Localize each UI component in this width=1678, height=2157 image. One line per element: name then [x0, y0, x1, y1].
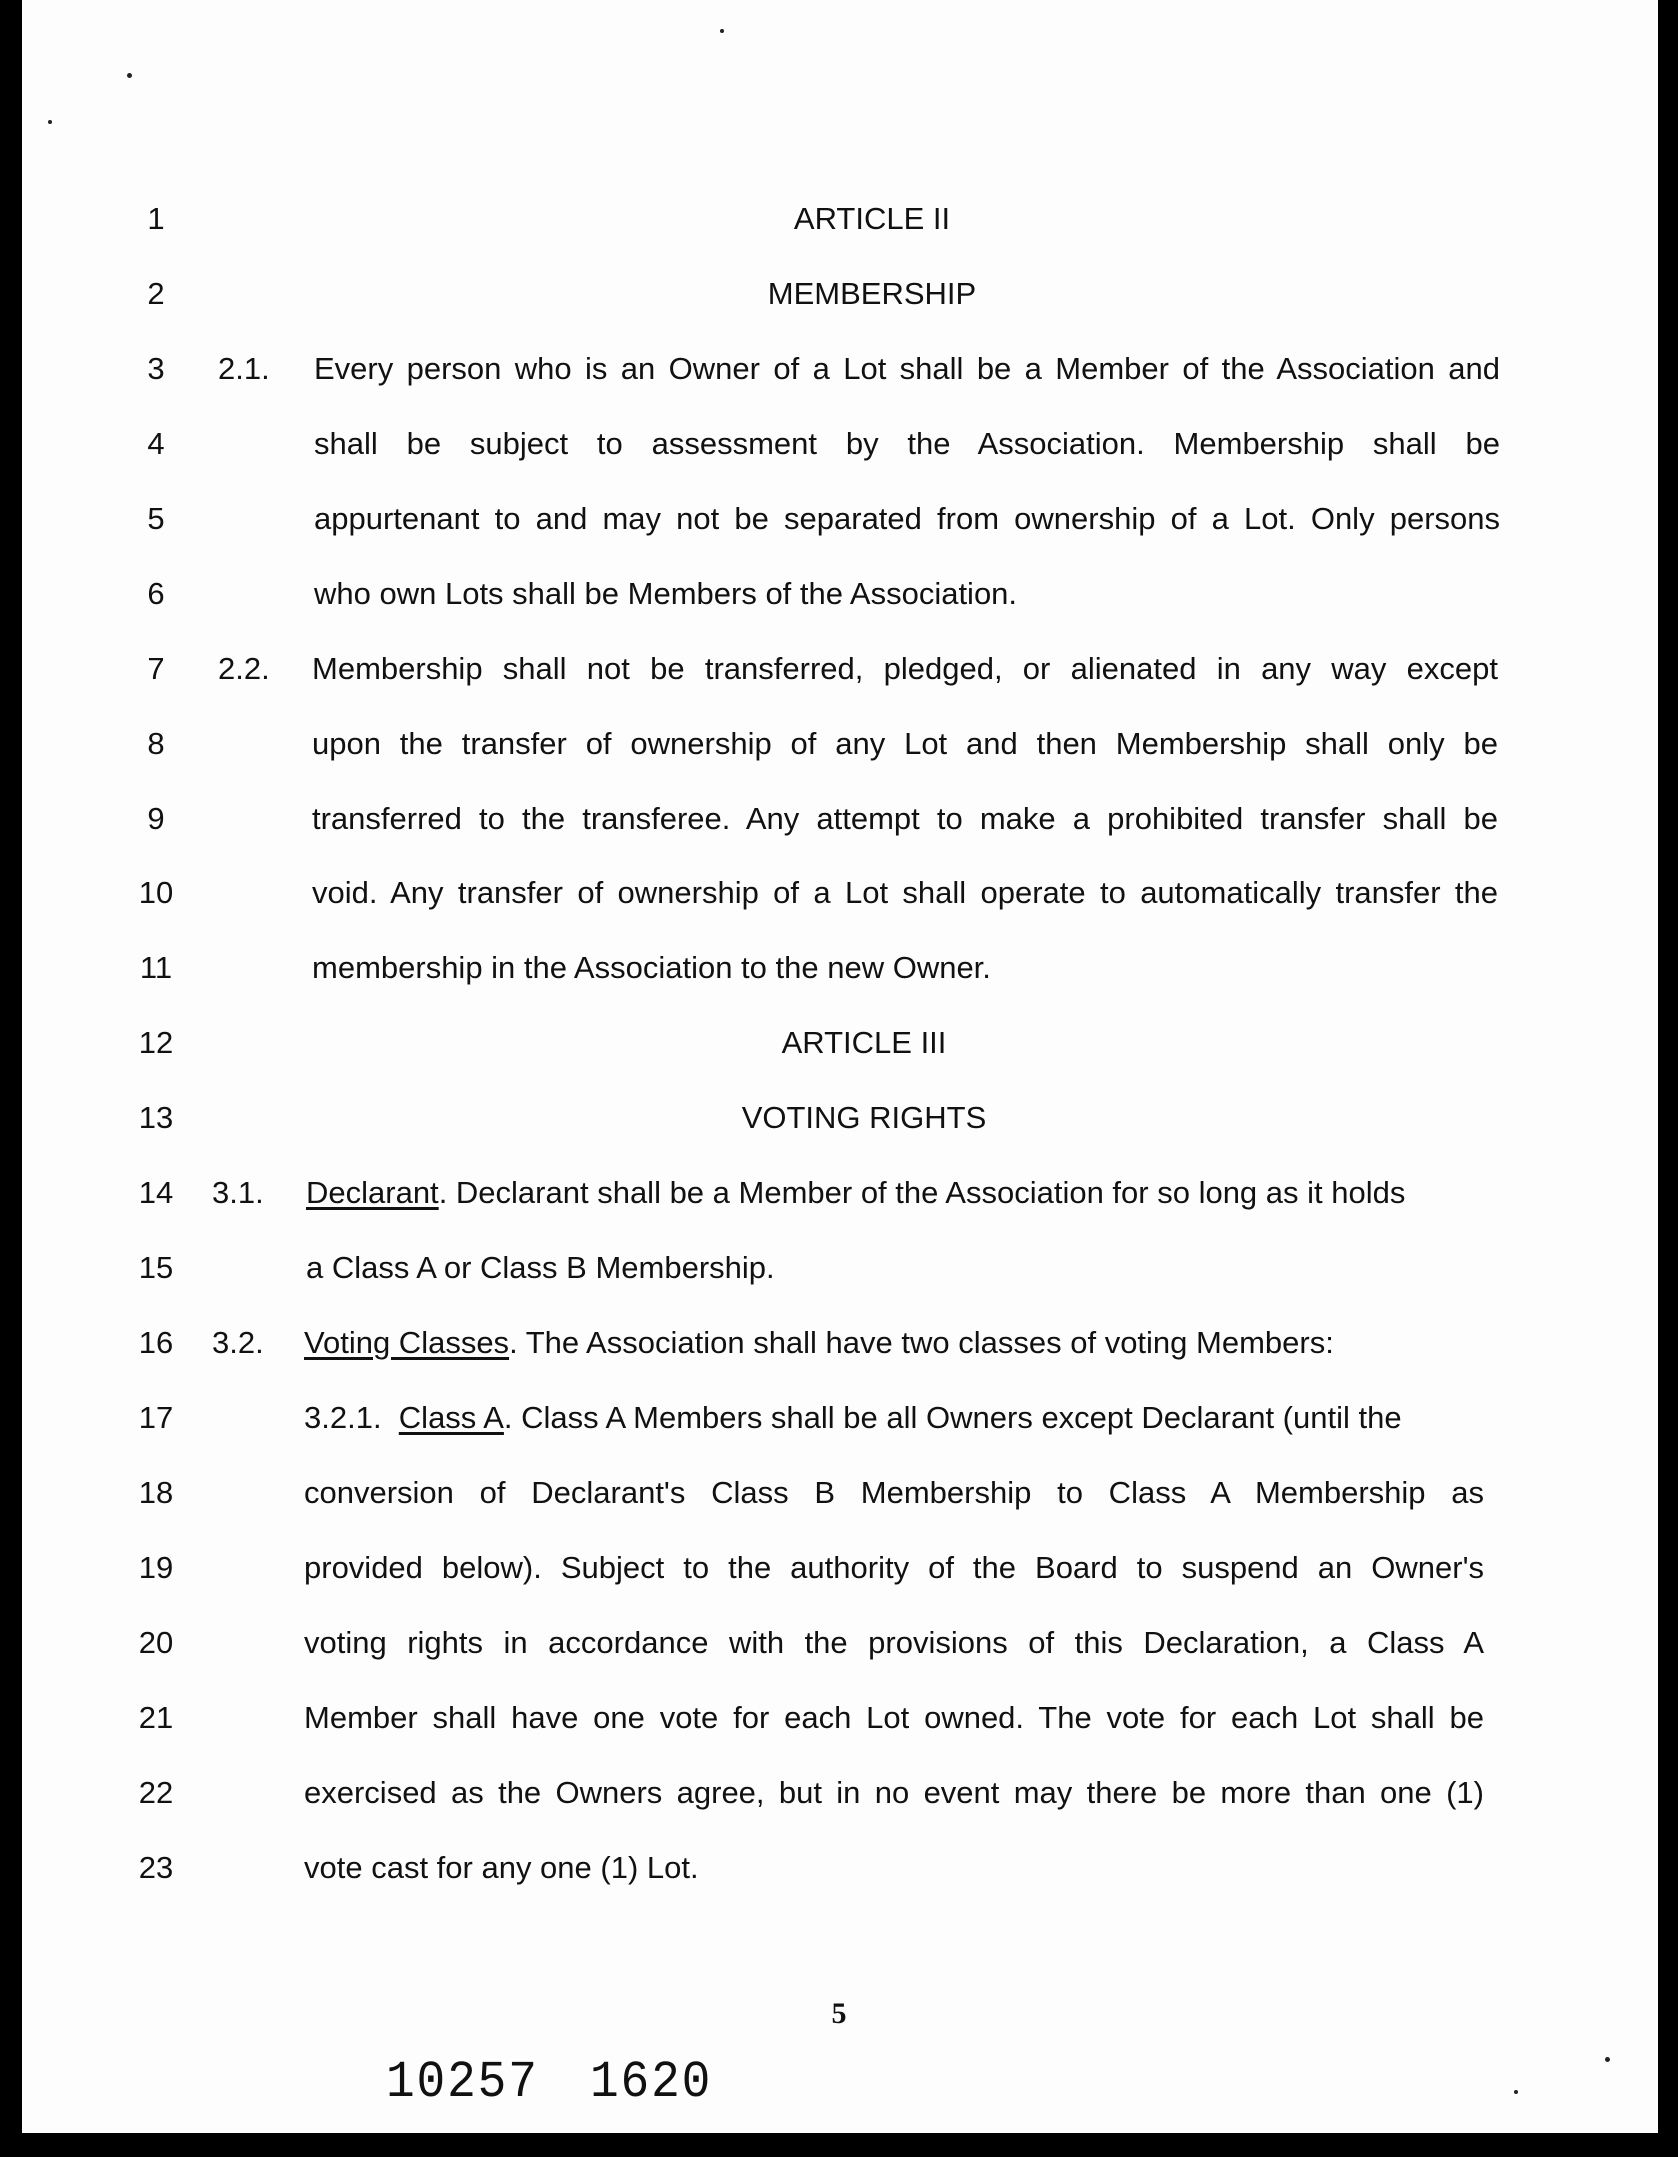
section-3-2-text: . The Association shall have two classes of voting Members: [509, 1325, 1334, 1360]
article-ii-title: ARTICLE II [793, 201, 951, 236]
line-number: 18 [138, 1475, 174, 1510]
section-2-1-line: shall be subject to assessment by the Association. Membership shall be [314, 426, 1500, 461]
document-page [22, 0, 1658, 2133]
section-2-2-line: void. Any transfer of ownership of a Lot shall operate to automatically transfer the [312, 875, 1498, 910]
article-ii-heading: MEMBERSHIP [767, 276, 977, 311]
line-number: 14 [138, 1175, 174, 1210]
line-number: 21 [138, 1700, 174, 1735]
section-3-1-line-1 [306, 1177, 1405, 1208]
line-number: 6 [147, 576, 165, 611]
line-number: 2 [147, 276, 165, 311]
page-number: 5 [831, 1997, 847, 2030]
section-3-2-1-line: exercised as the Owners agree, but in no event may there be more than one (1) [304, 1775, 1484, 1810]
line-number: 5 [147, 501, 165, 536]
section-number: 3.1. [212, 1175, 264, 1210]
line-number: 8 [147, 726, 165, 761]
section-2-2-line: membership in the Association to the new Owner. [312, 950, 991, 985]
line-number: 19 [138, 1550, 174, 1585]
section-3-2-1-line: vote cast for any one (1) Lot. [304, 1850, 699, 1885]
section-3-2-1-line: conversion of Declarant's Class B Membership to Class A Membership as [304, 1475, 1484, 1510]
section-3-2-1-line: provided below). Subject to the authority of the Board to suspend an Owner's [304, 1550, 1484, 1585]
defined-term-class-a: Class A [398, 1400, 504, 1435]
scan-speck [1605, 2057, 1610, 2062]
line-number: 20 [138, 1625, 174, 1660]
section-3-1-line-2: a Class A or Class B Membership. [306, 1250, 775, 1285]
defined-term-voting-classes: Voting Classes [304, 1325, 510, 1360]
line-number: 11 [139, 950, 173, 985]
recording-book-number: 10257 [386, 2053, 539, 2112]
scan-speck [48, 120, 52, 124]
line-number: 12 [138, 1025, 174, 1060]
scan-speck [720, 29, 724, 33]
section-number: 3.2. [212, 1325, 264, 1360]
section-2-1-line: Every person who is an Owner of a Lot shall be a Member of the Association and [314, 351, 1500, 386]
article-iii-title: ARTICLE III [781, 1025, 947, 1060]
defined-term-declarant: Declarant [306, 1175, 439, 1210]
line-number: 23 [138, 1850, 174, 1885]
line-number: 16 [138, 1325, 174, 1360]
section-3-2-line-1 [304, 1327, 1334, 1358]
section-2-1-line: who own Lots shall be Members of the Association. [314, 576, 1018, 611]
line-number: 13 [138, 1100, 174, 1135]
section-2-1-line: appurtenant to and may not be separated from ownership of a Lot. Only persons [314, 501, 1500, 536]
section-number: 3.2.1. [304, 1400, 382, 1435]
line-number: 17 [138, 1400, 174, 1435]
line-number: 15 [138, 1250, 174, 1285]
article-iii-heading: VOTING RIGHTS [741, 1100, 987, 1135]
section-3-2-1-line: Member shall have one vote for each Lot owned. The vote for each Lot shall be [304, 1700, 1484, 1735]
section-2-2-line: Membership shall not be transferred, pledged, or alienated in any way except [312, 651, 1498, 686]
scan-speck [127, 73, 132, 78]
section-3-2-1-line: voting rights in accordance with the provisions of this Declaration, a Class A [304, 1625, 1484, 1660]
scan-speck [1514, 2090, 1518, 2094]
section-2-2-line: upon the transfer of ownership of any Lot and then Membership shall only be [312, 726, 1498, 761]
section-number: 2.1. [218, 351, 270, 386]
line-number: 9 [147, 801, 165, 836]
section-number: 2.2. [218, 651, 270, 686]
line-number: 4 [147, 426, 165, 461]
section-3-1-text: . Declarant shall be a Member of the Association for so long as it holds [438, 1175, 1406, 1210]
section-3-2-1-text: . Class A Members shall be all Owners except Declarant (until the [503, 1400, 1402, 1435]
line-number: 22 [138, 1775, 174, 1810]
section-2-2-line: transferred to the transferee. Any attempt to make a prohibited transfer shall be [312, 801, 1498, 836]
line-number: 1 [147, 201, 165, 236]
recording-page-number: 1620 [590, 2053, 713, 2112]
section-3-2-1-line-1 [304, 1402, 1402, 1433]
line-number: 10 [138, 875, 174, 910]
line-number: 3 [147, 351, 165, 386]
line-number: 7 [147, 651, 165, 686]
